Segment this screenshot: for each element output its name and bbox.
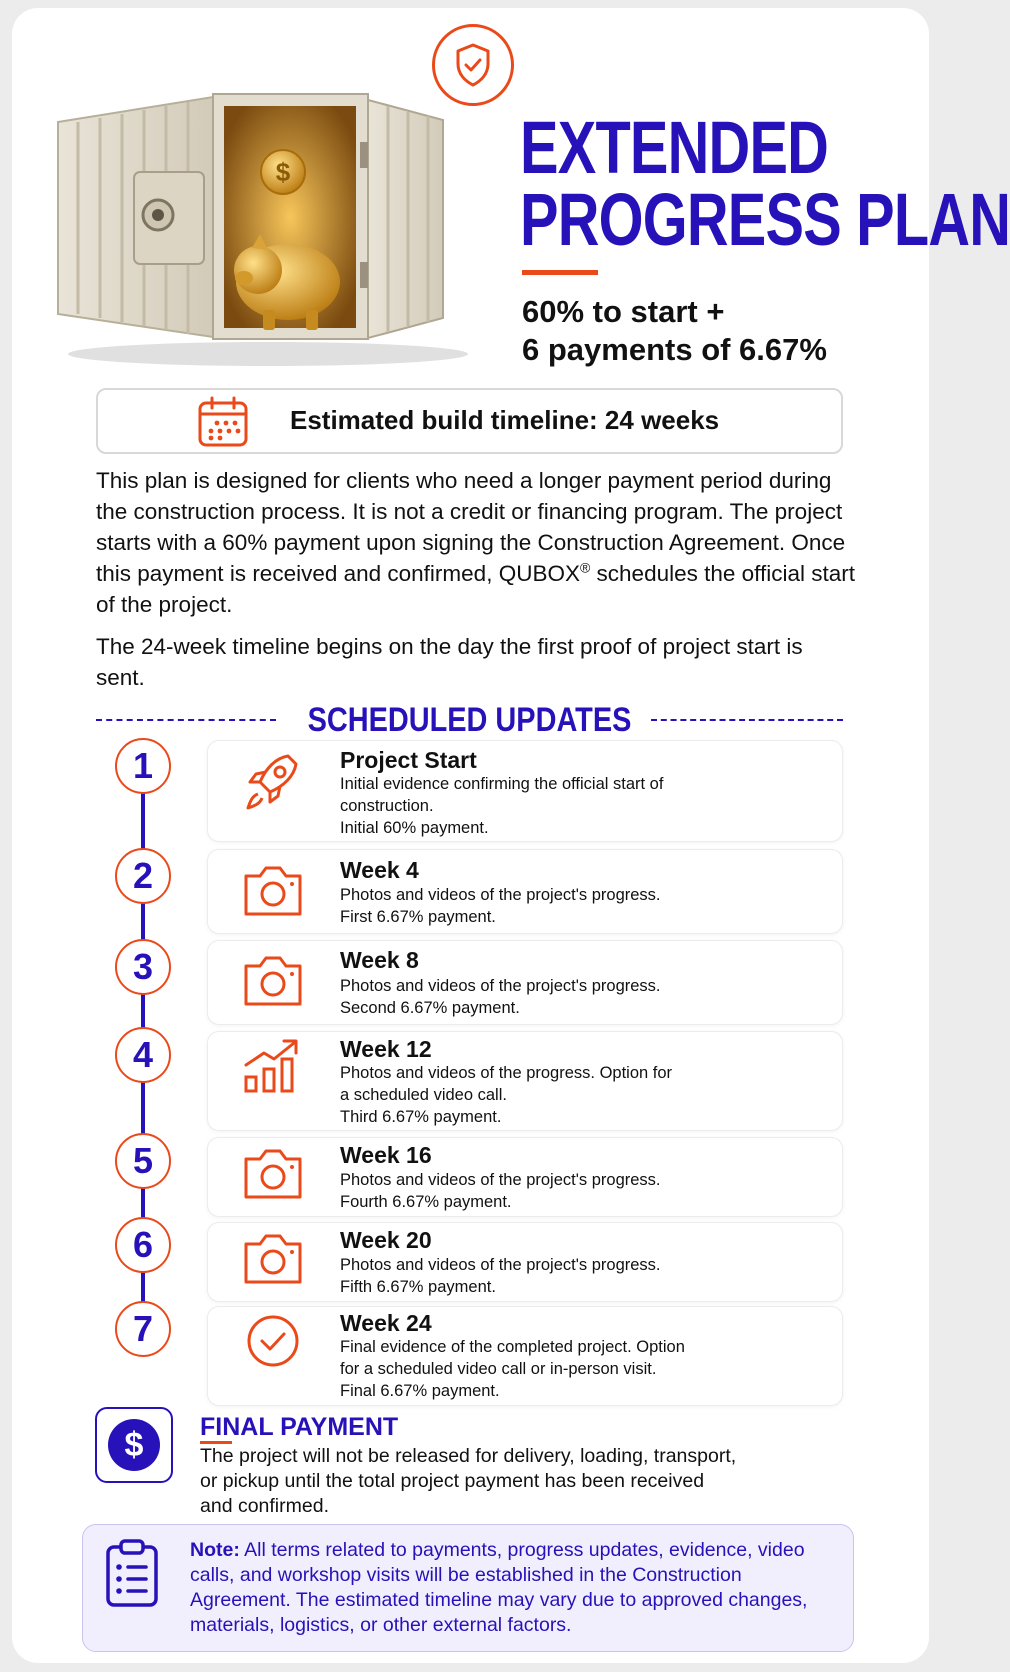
calendar-icon [196, 395, 250, 449]
container-piggy-bank-illustration [48, 82, 480, 372]
step-description-2: Photos and videos of the project's progress. First 6.67% payment. [340, 886, 661, 926]
step-description-1: Initial evidence confirming the official start of construction. Initial 60% payment. [340, 775, 664, 837]
title-line-1: EXTENDED [520, 106, 829, 189]
dollar-icon: $ [95, 1407, 173, 1483]
check-circle-icon [238, 1310, 308, 1372]
step-number-7: 7 [115, 1301, 171, 1357]
intro-paragraph-1 [96, 465, 856, 620]
title-accent-rule [522, 270, 598, 275]
step-description-5: Photos and videos of the project's progress. Fourth 6.67% payment. [340, 1171, 661, 1211]
step-title-5: Week 16 [340, 1142, 432, 1168]
final-payment-text: The project will not be released for delivery, loading, transport, or pickup until the total project payment has been received and confirmed. [200, 1445, 737, 1517]
subtitle-line-2: 6 payments of 6.67% [522, 332, 827, 367]
clipboard-list-icon [102, 1537, 162, 1609]
final-payment-title: FINAL PAYMENT [200, 1413, 399, 1441]
step-description-6: Photos and videos of the project's progress. Fifth 6.67% payment. [340, 1256, 661, 1296]
step-title-3: Week 8 [340, 947, 419, 973]
camera-icon [238, 1228, 308, 1290]
step-description-7: Final evidence of the completed project. Option for a scheduled video call or in-person visit. Final 6.67% payment. [340, 1338, 685, 1400]
timeline-text: Estimated build timeline: 24 weeks [290, 405, 720, 435]
step-number-3: 3 [115, 939, 171, 995]
step-number-1: 1 [115, 738, 171, 794]
step-title-1: Project Start [340, 747, 477, 773]
page-title [520, 106, 1010, 261]
note-body: All terms related to payments, progress updates, evidence, video calls, and workshop visits will be established in the Construction Agreement. The estimated timeline may vary due to approved changes, materials, logistics, or other external factors. [190, 1539, 808, 1636]
step-number-6: 6 [115, 1217, 171, 1273]
camera-icon [238, 1143, 308, 1205]
step-number-5: 5 [115, 1133, 171, 1189]
step-title-7: Week 24 [340, 1310, 432, 1336]
plan-subtitle [522, 293, 827, 369]
intro-paragraph-2: The 24-week timeline begins on the day the first proof of project start is sent. [96, 634, 803, 690]
step-title-4: Week 12 [340, 1036, 432, 1062]
step-description-4: Photos and videos of the progress. Option for a scheduled video call. Third 6.67% payment. [340, 1064, 673, 1126]
section-title: SCHEDULED UPDATES [307, 701, 632, 739]
camera-icon [238, 860, 308, 922]
note-text [190, 1538, 830, 1638]
step-description-3: Photos and videos of the project's progress. Second 6.67% payment. [340, 977, 661, 1017]
registered-mark: ® [579, 559, 591, 576]
camera-icon [238, 950, 308, 1012]
svg-text:$: $ [275, 157, 291, 187]
note-label: Note: [190, 1539, 240, 1561]
section-heading-row [96, 700, 843, 740]
growth-chart-icon [238, 1035, 308, 1097]
step-title-2: Week 4 [340, 857, 419, 883]
step-title-6: Week 20 [340, 1227, 432, 1253]
step-number-2: 2 [115, 848, 171, 904]
title-line-2: PROGRESS PLAN [520, 178, 1010, 261]
subtitle-line-1: 60% to start + [522, 294, 725, 329]
step-number-4: 4 [115, 1027, 171, 1083]
intro-paragraph-1-text: This plan is designed for clients who need a longer payment period during the construction process. It is not a credit or financing program. The project starts with a 60% payment upon signing the Construction Agreement. Once this payment is received and confirmed, QUBOX [96, 468, 846, 586]
intro-paragraph-1-end: schedules the official start of the project. [96, 561, 856, 617]
rocket-icon [238, 750, 308, 812]
